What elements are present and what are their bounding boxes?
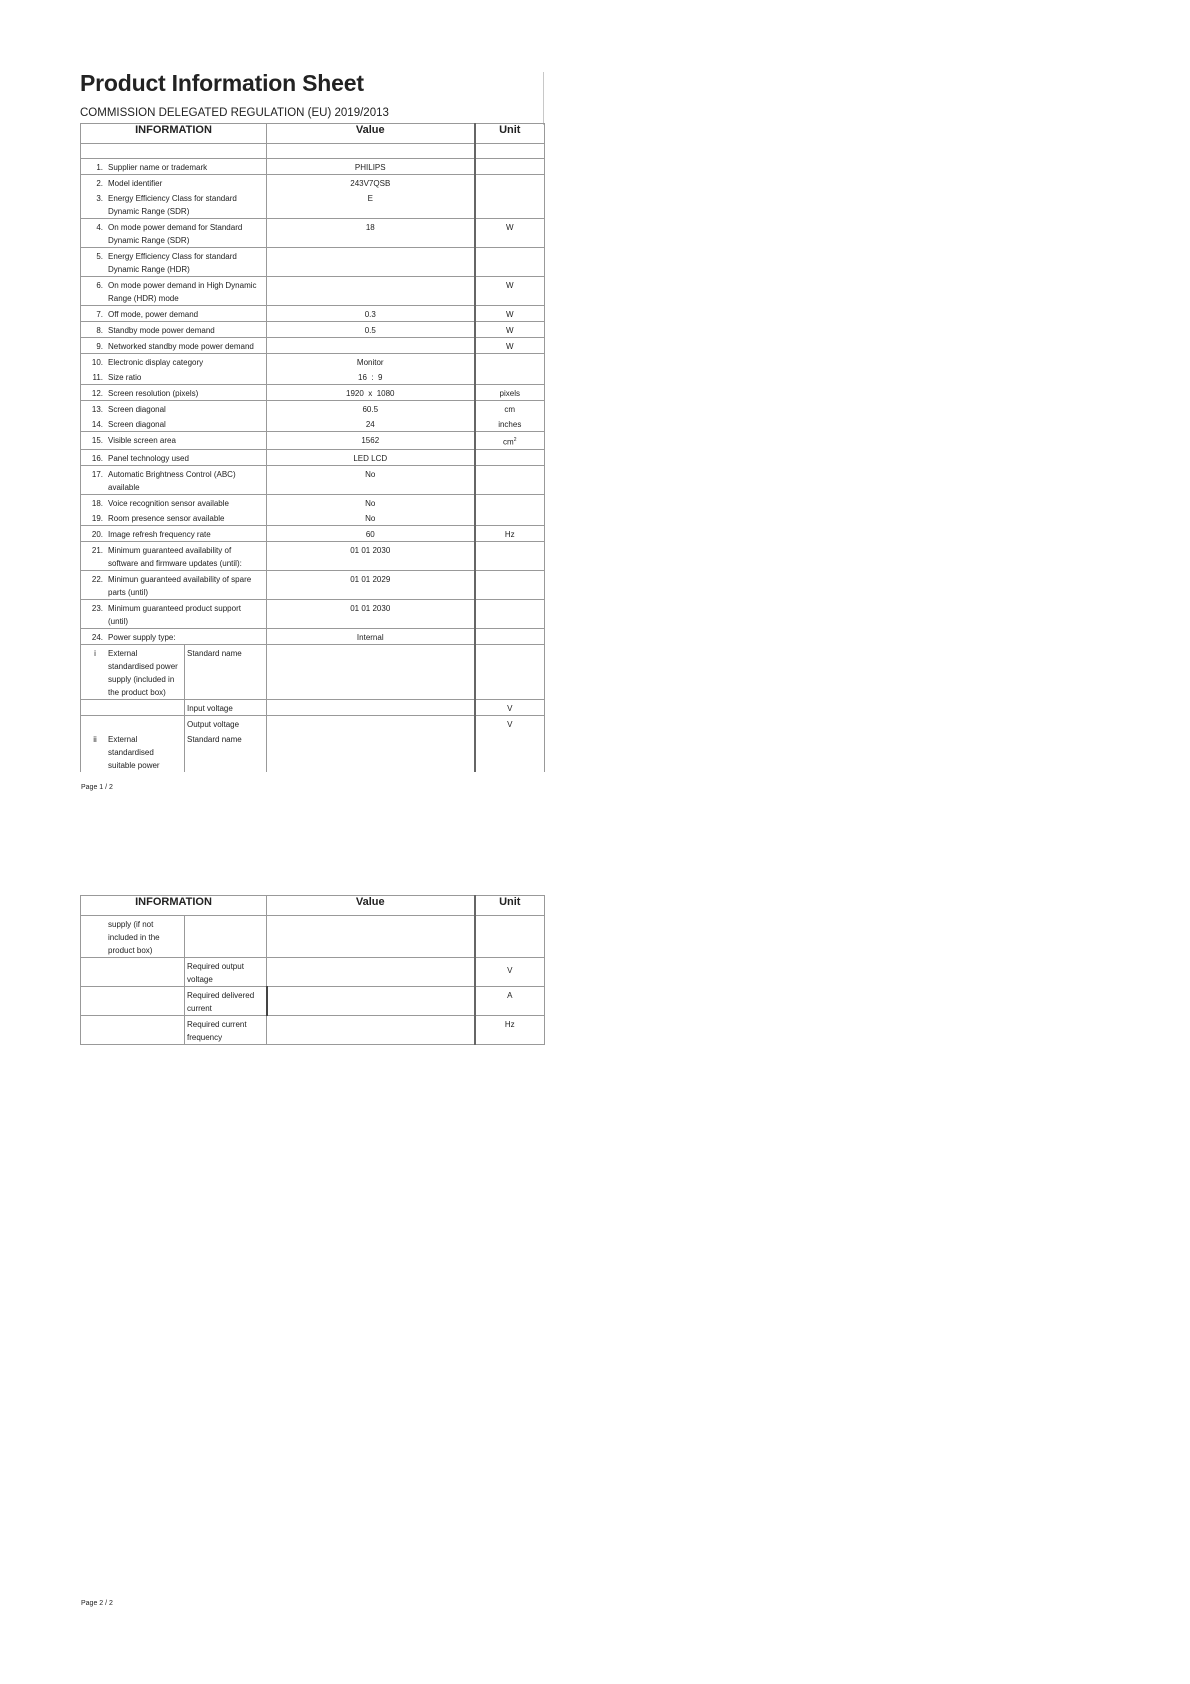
row-label: Room presence sensor available <box>108 513 225 523</box>
row-number: 14. <box>91 420 103 429</box>
info-cell <box>81 525 267 541</box>
row-label: Visible screen area <box>108 436 176 445</box>
table-row <box>81 385 545 401</box>
input-voltage-label: Input voltage <box>185 699 267 715</box>
row-number: 20. <box>91 529 103 539</box>
roman-numeral: ii <box>93 734 97 744</box>
row-label: software and firmware updates (until): <box>108 558 242 568</box>
unit-cell <box>475 219 545 248</box>
unit-cell <box>475 449 545 465</box>
psu-label: standardised power <box>108 661 178 671</box>
row-label: Size ratio <box>108 373 142 382</box>
table-row <box>81 190 545 219</box>
unit-cell <box>475 385 545 401</box>
table-row <box>81 1016 545 1045</box>
unit-cell <box>475 369 545 385</box>
row-label: Voice recognition sensor available <box>108 498 229 508</box>
info-cell <box>81 401 267 417</box>
info-rows <box>81 144 545 645</box>
row-label: Panel technology used <box>108 453 189 463</box>
unit-cell <box>475 175 545 191</box>
page-title: Product Information Sheet <box>80 70 364 96</box>
value-cell: No <box>267 510 475 526</box>
value-cell: Internal <box>267 628 475 644</box>
info-cell <box>81 465 267 494</box>
row-label: Screen resolution (pixels) <box>108 389 199 398</box>
info-cell <box>81 510 267 526</box>
row-label: Electronic display category <box>108 358 204 367</box>
value-cell: No <box>267 494 475 510</box>
psu-label: standardised <box>108 747 154 757</box>
standard-name-label: Standard name <box>185 731 267 772</box>
req-frequency-unit: Hz <box>475 1016 545 1045</box>
table-row <box>81 699 545 715</box>
row-number: 6. <box>96 281 103 290</box>
unit-cell <box>475 306 545 322</box>
unit-cell <box>475 338 545 354</box>
row-label: Minimum guaranteed product support <box>108 603 241 613</box>
info-cell <box>81 494 267 510</box>
req-current-unit: A <box>475 987 545 1016</box>
info-cell <box>81 306 267 322</box>
row-label: Networked standby mode power demand <box>108 342 254 351</box>
table-row <box>81 628 545 644</box>
row-label: Standby mode power demand <box>108 326 215 335</box>
unit-superscript: 2 <box>513 437 517 443</box>
table-row <box>81 432 545 450</box>
row-number: 7. <box>96 310 103 319</box>
row-label: Supplier name or trademark <box>108 163 208 172</box>
row-label: Range (HDR) mode <box>108 294 179 303</box>
row-number: 23. <box>91 603 103 613</box>
row-number: 2. <box>96 179 103 188</box>
table-row <box>81 248 545 277</box>
value-cell: Monitor <box>267 354 475 370</box>
value-cell: E <box>267 190 475 219</box>
info-cell <box>81 159 267 175</box>
info-cell <box>81 248 267 277</box>
row-number: 22. <box>91 574 103 584</box>
info-table-page2 <box>80 895 545 1045</box>
table-row <box>81 159 545 175</box>
row-number: 17. <box>91 469 103 479</box>
value-cell: 1562 <box>267 432 475 450</box>
unit-cell <box>475 248 545 277</box>
header-unit: Unit <box>475 896 545 916</box>
req-output-voltage-label: Required output <box>187 962 244 971</box>
table-row <box>81 525 545 541</box>
unit-cell <box>475 432 545 450</box>
row-label: Off mode, power demand <box>108 310 199 319</box>
page-number: Page 2 / 2 <box>81 1600 113 1607</box>
row-label: Minimum guaranteed availability of <box>108 545 232 555</box>
row-number: 15. <box>91 436 103 445</box>
table-row <box>81 731 545 772</box>
value-cell: 243V7QSB <box>267 175 475 191</box>
unit-cell <box>475 159 545 175</box>
table-row <box>81 277 545 306</box>
req-current-label: current <box>187 1004 212 1013</box>
value-cell: 24 <box>267 416 475 432</box>
table-row <box>81 987 545 1016</box>
table-row <box>81 541 545 570</box>
output-voltage-label: Output voltage <box>185 715 267 731</box>
row-label: Automatic Brightness Control (ABC) <box>108 469 236 479</box>
unit-cell <box>475 525 545 541</box>
value-cell: LED LCD <box>267 449 475 465</box>
value-cell: 16 : 9 <box>267 369 475 385</box>
info-cell <box>81 322 267 338</box>
table-row <box>81 916 545 958</box>
row-label: Energy Efficiency Class for standard <box>108 252 237 261</box>
unit-cell <box>475 510 545 526</box>
row-label: Dynamic Range (HDR) <box>108 265 190 274</box>
table-row <box>81 175 545 191</box>
value-cell: 0.3 <box>267 306 475 322</box>
header-unit: Unit <box>475 124 545 144</box>
table-row <box>81 401 545 417</box>
output-voltage-unit: V <box>475 715 545 731</box>
row-number: 19. <box>91 513 103 523</box>
header-value: Value <box>267 124 475 144</box>
table-row <box>81 219 545 248</box>
row-label: Image refresh frequency rate <box>108 529 211 539</box>
row-number: 4. <box>96 223 103 232</box>
info-cell <box>81 175 267 191</box>
table-row <box>81 599 545 628</box>
table-row <box>81 465 545 494</box>
req-frequency-label: frequency <box>187 1033 223 1042</box>
row-number: 12. <box>91 389 103 398</box>
input-voltage-unit: V <box>475 699 545 715</box>
table-row <box>81 416 545 432</box>
row-number: 3. <box>96 194 103 203</box>
psu-label: supply (if not <box>108 920 154 929</box>
value-cell <box>267 277 475 306</box>
req-output-voltage-label: voltage <box>187 975 213 984</box>
value-cell: 18 <box>267 219 475 248</box>
value-cell: 1920 x 1080 <box>267 385 475 401</box>
row-number: 5. <box>96 252 103 261</box>
header-value: Value <box>267 896 475 916</box>
psu-label: supply (included in <box>108 674 175 684</box>
row-label: Model identifier <box>108 179 163 188</box>
row-number: 9. <box>96 342 103 351</box>
table-row <box>81 354 545 370</box>
value-cell: PHILIPS <box>267 159 475 175</box>
psu-label: product box) <box>108 946 153 955</box>
row-label: On mode power demand for Standard <box>108 223 243 232</box>
unit-cell <box>475 277 545 306</box>
info-cell <box>81 599 267 628</box>
row-label: Screen diagonal <box>108 420 166 429</box>
row-label: Power supply type: <box>108 632 176 642</box>
row-label: Dynamic Range (SDR) <box>108 236 190 245</box>
table-row <box>81 306 545 322</box>
row-label: Energy Efficiency Class for standard <box>108 194 237 203</box>
unit-text: W <box>505 342 514 351</box>
standard-name-label: Standard name <box>185 644 267 699</box>
unit-cell <box>475 465 545 494</box>
req-frequency-label: Required current <box>187 1020 247 1029</box>
table-row <box>81 369 545 385</box>
row-number: 10. <box>91 358 103 367</box>
value-cell: 01 01 2030 <box>267 599 475 628</box>
info-cell <box>81 338 267 354</box>
value-cell: 0.5 <box>267 322 475 338</box>
info-table-page1 <box>80 123 545 772</box>
table-row <box>81 715 545 731</box>
table-row <box>81 494 545 510</box>
psu-label: External <box>108 734 138 744</box>
row-label: parts (until) <box>108 587 149 597</box>
value-cell: No <box>267 465 475 494</box>
info-cell <box>81 432 267 450</box>
unit-cell <box>475 401 545 417</box>
value-cell: 60 <box>267 525 475 541</box>
table-row <box>81 338 545 354</box>
psu-label: suitable power <box>108 760 160 770</box>
value-cell: 01 01 2030 <box>267 541 475 570</box>
info-cell <box>81 354 267 370</box>
value-cell <box>267 248 475 277</box>
unit-text: Hz <box>504 529 515 539</box>
row-number: 13. <box>91 405 103 414</box>
info-cell <box>81 570 267 599</box>
header-information: INFORMATION <box>81 896 267 916</box>
row-label: On mode power demand in High Dynamic <box>108 281 257 290</box>
unit-cell <box>475 354 545 370</box>
regulation-subtitle: COMMISSION DELEGATED REGULATION (EU) 2019/2013 <box>80 107 389 119</box>
row-number: 1. <box>96 163 103 172</box>
unit-cell <box>475 190 545 219</box>
unit-cell <box>475 322 545 338</box>
unit-text: cm <box>503 437 514 447</box>
row-label: available <box>108 482 140 492</box>
psu-rows-page1 <box>81 644 545 772</box>
unit-text: pixels <box>499 389 520 398</box>
value-cell: 01 01 2029 <box>267 570 475 599</box>
info-cell <box>81 541 267 570</box>
row-label: Minimun guaranteed availability of spare <box>108 574 252 584</box>
unit-text: cm <box>504 405 516 414</box>
row-label: Dynamic Range (SDR) <box>108 207 190 216</box>
psu-label: the product box) <box>108 687 166 697</box>
value-cell <box>267 338 475 354</box>
table-row <box>81 322 545 338</box>
table-row <box>81 449 545 465</box>
value-cell: 60.5 <box>267 401 475 417</box>
info-cell <box>81 449 267 465</box>
psu-label: External <box>108 648 138 658</box>
req-output-voltage-unit: V <box>475 958 545 987</box>
unit-text: W <box>505 326 514 335</box>
unit-cell <box>475 541 545 570</box>
unit-cell <box>475 494 545 510</box>
table-row <box>81 510 545 526</box>
unit-cell <box>475 416 545 432</box>
row-label: (until) <box>108 616 129 626</box>
info-cell <box>81 369 267 385</box>
row-number: 24. <box>91 632 103 642</box>
row-number: 18. <box>91 498 103 508</box>
unit-cell <box>475 628 545 644</box>
table-row <box>81 644 545 699</box>
info-cell <box>81 416 267 432</box>
unit-cell <box>475 599 545 628</box>
unit-text: W <box>505 223 514 232</box>
info-cell <box>81 628 267 644</box>
header-information: INFORMATION <box>81 124 267 144</box>
row-number: 11. <box>92 373 103 382</box>
unit-cell <box>475 570 545 599</box>
divider <box>543 72 544 125</box>
psu-label: included in the <box>108 933 160 942</box>
table-row <box>81 570 545 599</box>
page-number: Page 1 / 2 <box>81 784 113 791</box>
info-cell <box>81 277 267 306</box>
info-cell <box>81 219 267 248</box>
info-cell <box>81 190 267 219</box>
roman-numeral: i <box>94 648 96 658</box>
unit-text: inches <box>498 420 522 429</box>
req-current-label: Required delivered <box>187 991 255 1000</box>
row-number: 16. <box>91 453 103 463</box>
row-label: Screen diagonal <box>108 405 166 414</box>
table-row <box>81 958 545 987</box>
row-number: 21. <box>91 545 103 555</box>
unit-text: W <box>505 281 514 290</box>
unit-text: W <box>505 310 514 319</box>
info-cell <box>81 385 267 401</box>
row-number: 8. <box>96 326 103 335</box>
